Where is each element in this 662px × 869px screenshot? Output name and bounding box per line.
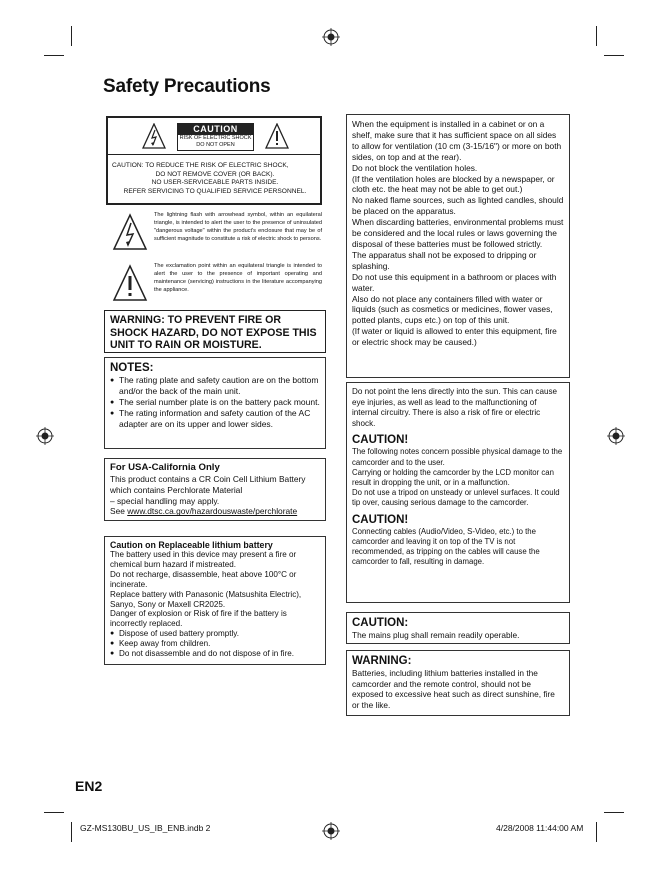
page-title: Safety Precautions	[103, 76, 271, 97]
fire-shock-warning: WARNING: TO PREVENT FIRE OR SHOCK HAZARD, DO NOT EXPOSE THIS UNIT TO RAIN OR MOISTURE.	[104, 310, 326, 353]
ventilation-para: Do not block the ventilation holes.	[352, 162, 478, 173]
ventilation-para: Also do not place any containers filled with water or liquids (such as cosmetics or medicines, flower vases, potted plants, cups etc.) on top of this unit.	[352, 293, 553, 326]
caution-para: Do not use a tripod on unsteady or unlevel surfaces. It could tip over, causing serious damage to the camcorder.	[352, 488, 560, 508]
lithium-heading: WARNING:	[352, 655, 412, 667]
exclamation-explanation	[108, 262, 324, 302]
crop-mark	[596, 26, 597, 46]
caution-label-text	[112, 162, 318, 196]
lithium-battery-caution-box	[104, 536, 326, 665]
caution-banner-sub2: DO NOT OPEN	[196, 142, 235, 148]
caution-banner-title: CAUTION	[178, 124, 253, 135]
list-item: ● The rating plate and safety caution are on the bottom and/or the back of the main unit.	[110, 375, 320, 397]
registration-mark-icon	[322, 28, 340, 46]
see-label: See	[110, 506, 128, 517]
battery-para: The battery used in this device may present a fire or chemical burn hazard if mistreated.	[110, 550, 297, 569]
crop-mark	[604, 55, 624, 56]
registration-mark-icon	[607, 427, 625, 445]
battery-para: Replace battery with Panasonic (Matsushita Electric), Sanyo, Sony or Maxell CR2025.	[110, 589, 302, 609]
ventilation-para: When the equipment is installed in a cabinet or on a shelf, make sure that it has sufficient space on all sides to allow for ventilation (10 cm (3-15/16") or more on both sides, on top and at the rear).	[352, 119, 562, 162]
usa-california-box	[104, 458, 326, 521]
lightning-triangle-icon	[142, 123, 166, 149]
caution-line: CAUTION: TO REDUCE THE RISK OF ELECTRIC SHOCK,	[112, 162, 289, 169]
perchlorate-link[interactable]: www.dtsc.ca.gov/hazardouswaste/perchlorate	[127, 506, 298, 517]
ventilation-para: Do not use this equipment in a bathroom or places with water.	[352, 271, 557, 293]
notes-box	[104, 357, 326, 449]
usa-text: – special handling may apply.	[110, 495, 220, 506]
list-item: ● The rating information and safety caution of the AC adapter are on its upper and lower sides.	[110, 408, 320, 430]
usa-heading: For USA-California Only	[110, 462, 220, 473]
usa-text: This product contains a CR Coin Cell Lithium Battery which contains Perchlorate Material	[110, 474, 306, 495]
battery-para: Danger of explosion or Risk of fire if the battery is incorrectly replaced.	[110, 609, 287, 629]
lightning-triangle-icon	[112, 213, 148, 251]
ventilation-para: When discarding batteries, environmental problems must be considered and the local rules or laws governing the disposal of these batteries must be followed strictly.	[352, 217, 564, 249]
lightning-explanation	[108, 211, 324, 255]
lens-intro: Do not point the lens directly into the sun. This can cause eye injuries, as well as lead to the malfunctioning of internal circuitry. There is also a risk of fire or electric shock.	[352, 387, 558, 428]
caution-banner	[177, 123, 254, 151]
crop-mark	[44, 55, 64, 56]
caution-heading: CAUTION!	[352, 434, 409, 447]
footer-filename: GZ-MS130BU_US_IB_ENB.indb 2	[80, 823, 211, 833]
caution-banner-sub1: RISK OF ELECTRIC SHOCK	[179, 135, 252, 141]
exclamation-triangle-icon	[112, 264, 148, 302]
crop-mark	[71, 822, 72, 842]
list-item: ● The serial number plate is on the battery pack mount.	[110, 397, 320, 408]
caution-heading: CAUTION!	[352, 513, 409, 526]
ventilation-para: The apparatus shall not be exposed to dripping or splashing.	[352, 249, 537, 271]
footer-timestamp: 4/28/2008 11:44:00 AM	[496, 823, 584, 833]
crop-mark	[71, 26, 72, 46]
ventilation-para: No naked flame sources, such as lighted candles, should be placed on the apparatus.	[352, 195, 564, 217]
lithium-warning-box	[346, 650, 570, 716]
caution-para: Connecting cables (Audio/Video, S-Video, etc.) to the camcorder and leaving it on top of the TV is not recommended, as tripping on the cables will cause the camcorder to fall, resulting in damage.	[352, 526, 540, 567]
ventilation-para: (If the ventilation holes are blocked by a newspaper, or cloth etc. the heat may not be able to get out.)	[352, 173, 555, 195]
exclamation-triangle-icon	[265, 123, 289, 149]
crop-mark	[604, 812, 624, 813]
caution-para: Carrying or holding the camcorder by the LCD monitor can result in dropping the unit, or in a malfunction.	[352, 467, 554, 487]
mains-text: The mains plug shall remain readily operable.	[352, 630, 520, 640]
ventilation-para: (If water or liquid is allowed to enter this equipment, fire or electric shock may be caused.)	[352, 326, 557, 348]
crop-mark	[44, 812, 64, 813]
page-number: EN2	[75, 778, 103, 794]
exclamation-explanation-text: The exclamation point within an equilateral triangle is intended to alert the user to the presence of important operating and maintenance (servicing) instructions in the literature accompanying the appliance.	[154, 263, 322, 293]
caution-line: REFER SERVICING TO QUALIFIED SERVICE PERSONNEL.	[123, 187, 307, 195]
notes-heading: NOTES:	[110, 362, 154, 374]
lightning-explanation-text: The lightning flash with arrowhead symbol, within an equilateral triangle, is intended to alert the user to the presence of uninsulated "dangerous voltage" within the product's enclosure that may be of sufficient magnitude to constitute a risk of electric shock to persons.	[154, 212, 322, 242]
list-item: ● Do not disassemble and do not dispose of in fire.	[110, 649, 320, 659]
caution-line: DO NOT REMOVE COVER (OR BACK).	[155, 170, 275, 178]
registration-mark-icon	[322, 822, 340, 840]
registration-mark-icon	[36, 427, 54, 445]
caution-para: The following notes concern possible physical damage to the camcorder and to the user.	[352, 447, 563, 467]
mains-caution-box	[346, 612, 570, 644]
list-item: ● Keep away from children.	[110, 639, 320, 649]
caution-label	[106, 116, 322, 205]
usa-see-line	[110, 506, 320, 517]
mains-heading: CAUTION:	[352, 617, 409, 629]
caution-line: NO USER-SERVICEABLE PARTS INSIDE.	[151, 179, 279, 187]
lithium-text: Batteries, including lithium batteries installed in the camcorder and the remote control, should not be exposed to excessive heat such as direct sunshine, fire or the like.	[352, 668, 555, 710]
battery-para: Do not recharge, disassemble, heat above 100°C or incinerate.	[110, 569, 297, 589]
lens-caution-box	[346, 382, 570, 603]
list-item: ● Dispose of used battery promptly.	[110, 629, 320, 639]
ventilation-box	[346, 114, 570, 378]
crop-mark	[596, 822, 597, 842]
battery-heading: Caution on Replaceable lithium battery	[110, 540, 273, 550]
